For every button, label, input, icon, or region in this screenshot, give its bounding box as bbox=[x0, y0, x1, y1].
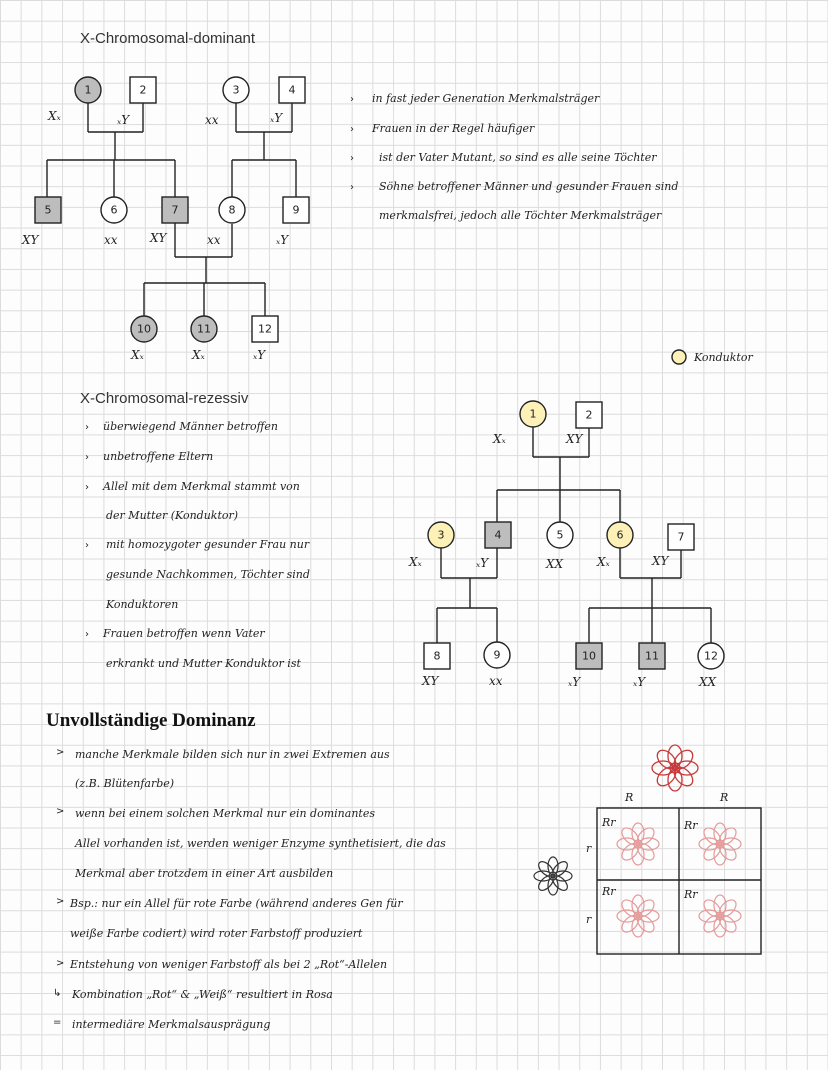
inc-note-9: Kombination „Rot“ & „Weiß“ resultiert in Rosa bbox=[72, 988, 333, 1001]
white-flower-icon bbox=[534, 857, 572, 895]
punnett-cell-4-label: Rr bbox=[684, 888, 698, 901]
rec-person-5-num: 5 bbox=[556, 528, 564, 542]
dom-person-8-num: 8 bbox=[228, 203, 236, 217]
recessive-title: X-Chromosomal-rezessiv bbox=[80, 390, 249, 407]
inc-note-3: wenn bei einem solchen Merkmal nur ein dominantes bbox=[75, 807, 375, 820]
rec-note-4: der Mutter (Konduktor) bbox=[106, 509, 239, 522]
dom-genotype-4: ₓY bbox=[270, 111, 283, 125]
rec-genotype-8: XY bbox=[422, 674, 439, 688]
inc-note-7: weiße Farbe codiert) wird roter Farbstoff produziert bbox=[70, 927, 363, 940]
dom-person-10-num: 10 bbox=[137, 322, 151, 336]
dom-note-3: ist der Vater Mutant, so sind es alle seine Töchter bbox=[379, 151, 657, 164]
inc-note-5: Merkmal aber trotzdem in einer Art ausbilden bbox=[75, 867, 334, 880]
rec-genotype-1: Xₓ bbox=[493, 432, 506, 446]
pink-flower-icon bbox=[617, 895, 659, 937]
dominant-notes bbox=[350, 92, 678, 222]
dom-person-7-num: 7 bbox=[171, 203, 179, 217]
rec-person-4-num: 4 bbox=[494, 528, 502, 542]
rec-person-11-num: 11 bbox=[645, 649, 659, 663]
pink-flower-icon bbox=[699, 823, 741, 865]
dom-genotype-8: xx bbox=[207, 233, 221, 247]
inc-bullet-5: ↳ bbox=[53, 988, 62, 999]
rec-person-1-num: 1 bbox=[529, 407, 537, 421]
svg-text:›: › bbox=[350, 182, 354, 193]
rec-genotype-11: ₓY bbox=[633, 675, 646, 689]
dom-note-5: merkmalsfrei, jedoch alle Töchter Merkmalsträger bbox=[379, 209, 662, 222]
recessive-pedigree bbox=[408, 401, 724, 689]
svg-text:›: › bbox=[350, 153, 354, 164]
rec-genotype-9: xx bbox=[489, 674, 503, 688]
inc-bullet-4: > bbox=[56, 958, 65, 969]
rec-note-9: erkrankt und Mutter Konduktor ist bbox=[106, 657, 301, 670]
dom-genotype-1: Xₓ bbox=[48, 109, 61, 123]
dom-note-1: in fast jeder Generation Merkmalsträger bbox=[372, 92, 600, 105]
rec-genotype-6: Xₓ bbox=[597, 555, 610, 569]
rec-person-6-num: 6 bbox=[616, 528, 624, 542]
rec-genotype-7: XY bbox=[652, 554, 669, 568]
incomplete-title: Unvollständige Dominanz bbox=[46, 710, 256, 731]
rec-person-2-num: 2 bbox=[585, 408, 593, 422]
rec-genotype-2: XY bbox=[566, 432, 583, 446]
dom-person-4-num: 4 bbox=[288, 83, 296, 97]
dom-person-12-num: 12 bbox=[258, 322, 272, 336]
inc-note-4: Allel vorhanden ist, werden weniger Enzyme synthetisiert, die das bbox=[75, 837, 446, 850]
svg-text:›: › bbox=[85, 482, 89, 493]
inc-note-10: intermediäre Merkmalsausprägung bbox=[72, 1018, 271, 1031]
dom-genotype-10: Xₓ bbox=[131, 348, 144, 362]
rec-genotype-12: XX bbox=[699, 675, 717, 689]
svg-text:›: › bbox=[85, 540, 89, 551]
pink-flower-icon bbox=[617, 823, 659, 865]
recessive-notes bbox=[85, 420, 310, 670]
svg-text:›: › bbox=[350, 124, 354, 135]
rec-genotype-3: Xₓ bbox=[409, 555, 422, 569]
dom-genotype-2: ₓY bbox=[117, 113, 130, 127]
rec-genotype-10: ₓY bbox=[568, 675, 581, 689]
rec-person-9-num: 9 bbox=[493, 648, 501, 662]
konduktor-legend bbox=[672, 350, 753, 364]
punnett-square bbox=[534, 745, 761, 954]
rec-genotype-4: ₓY bbox=[476, 556, 489, 570]
rec-person-12-num: 12 bbox=[704, 649, 718, 663]
inc-note-8: Entstehung von weniger Farbstoff als bei 2 „Rot“-Allelen bbox=[70, 958, 388, 971]
pink-flower-icon bbox=[699, 895, 741, 937]
rec-person-3-num: 3 bbox=[437, 528, 445, 542]
dom-person-9-num: 9 bbox=[292, 203, 300, 217]
punnett-row-header-1: r bbox=[586, 842, 592, 855]
rec-note-6: gesunde Nachkommen, Töchter sind bbox=[106, 568, 310, 581]
rec-note-5: mit homozygoter gesunder Frau nur bbox=[106, 538, 310, 551]
dom-person-2-num: 2 bbox=[139, 83, 147, 97]
punnett-cell-2-label: Rr bbox=[684, 819, 698, 832]
punnett-row-header-2: r bbox=[586, 913, 592, 926]
dom-person-1-num: 1 bbox=[84, 83, 92, 97]
punnett-col-header-2: R bbox=[720, 791, 729, 804]
konduktor-legend-icon bbox=[672, 350, 686, 364]
inc-bullet-3: > bbox=[56, 896, 65, 907]
dom-genotype-6: xx bbox=[104, 233, 118, 247]
red-flower-icon bbox=[652, 745, 698, 791]
svg-text:›: › bbox=[350, 94, 354, 105]
punnett-cell-3-label: Rr bbox=[602, 885, 616, 898]
inc-bullet-6: = bbox=[53, 1017, 62, 1028]
dom-genotype-9: ₓY bbox=[276, 233, 289, 247]
inc-bullet-1: > bbox=[56, 747, 65, 758]
dom-genotype-11: Xₓ bbox=[192, 348, 205, 362]
inc-note-6: Bsp.: nur ein Allel für rote Farbe (während anderes Gen für bbox=[70, 897, 403, 910]
dom-person-11-num: 11 bbox=[197, 322, 211, 336]
incomplete-notes bbox=[53, 747, 446, 1031]
inc-bullet-2: > bbox=[56, 806, 65, 817]
rec-note-2: unbetroffene Eltern bbox=[103, 450, 214, 463]
rec-person-10-num: 10 bbox=[582, 649, 596, 663]
dom-person-6-num: 6 bbox=[110, 203, 118, 217]
dominant-title: X-Chromosomal-dominant bbox=[80, 30, 256, 47]
dom-person-5-num: 5 bbox=[44, 203, 52, 217]
dom-person-3-num: 3 bbox=[232, 83, 240, 97]
svg-text:›: › bbox=[85, 422, 89, 433]
svg-text:›: › bbox=[85, 452, 89, 463]
rec-note-7: Konduktoren bbox=[106, 598, 179, 611]
dom-genotype-7: XY bbox=[150, 231, 167, 245]
rec-person-7-num: 7 bbox=[677, 530, 685, 544]
punnett-cell-1-label: Rr bbox=[602, 816, 616, 829]
svg-text:›: › bbox=[85, 629, 89, 640]
inc-note-2: (z.B. Blütenfarbe) bbox=[75, 777, 175, 790]
inc-note-1: manche Merkmale bilden sich nur in zwei Extremen aus bbox=[75, 748, 390, 761]
dominant-pedigree bbox=[21, 77, 309, 362]
konduktor-legend-label: Konduktor bbox=[694, 351, 753, 364]
dom-genotype-12: ₓY bbox=[253, 348, 266, 362]
rec-note-1: überwiegend Männer betroffen bbox=[103, 420, 279, 433]
rec-genotype-5: XX bbox=[546, 557, 564, 571]
rec-note-3: Allel mit dem Merkmal stammt von bbox=[103, 480, 300, 493]
dom-note-4: Söhne betroffener Männer und gesunder Frauen sind bbox=[379, 180, 679, 193]
rec-person-8-num: 8 bbox=[433, 649, 441, 663]
dom-genotype-3: xx bbox=[205, 113, 219, 127]
rec-note-8: Frauen betroffen wenn Vater bbox=[103, 627, 265, 640]
punnett-col-header-1: R bbox=[625, 791, 634, 804]
dom-genotype-5: XY bbox=[22, 233, 39, 247]
dom-note-2: Frauen in der Regel häufiger bbox=[372, 122, 535, 135]
